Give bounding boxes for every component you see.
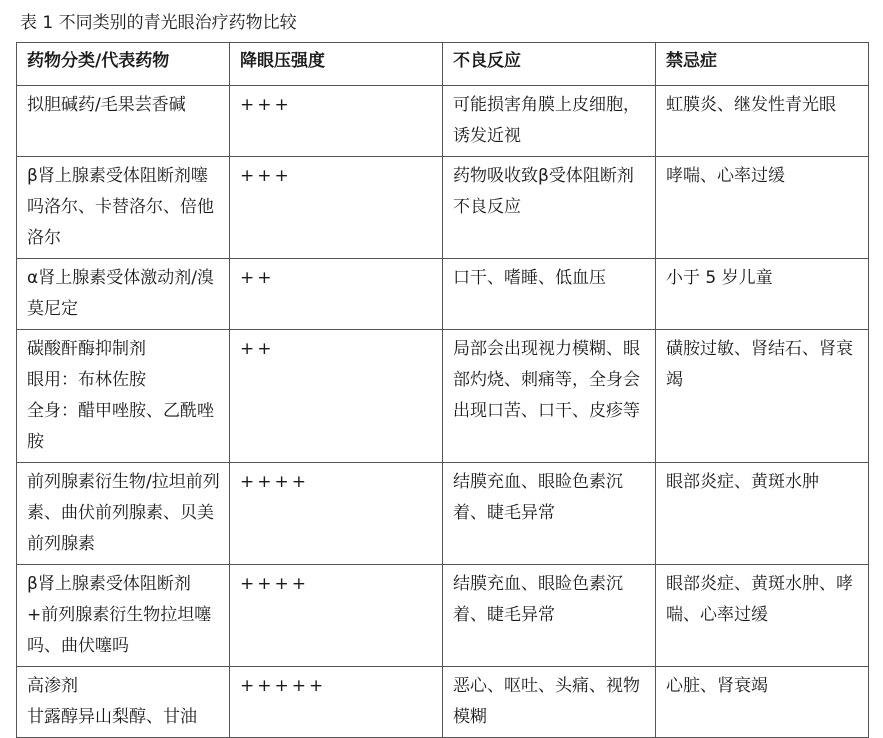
strength-value: +++ <box>240 166 292 186</box>
adverse-text: 可能损害角膜上皮细胞，诱发近视 <box>453 95 640 146</box>
drug-line: 眼用：布林佐胺 <box>27 370 146 390</box>
cell-drug <box>17 259 230 330</box>
header-drug-class: 药物分类/代表药物 <box>17 43 230 86</box>
cell-drug <box>17 667 230 738</box>
strength-value: ++++ <box>240 574 309 594</box>
cell-drug <box>17 86 230 157</box>
drug-line: 前列腺素衍生物/拉坦前列素、曲伏前列腺素、贝美前列腺素 <box>27 472 220 554</box>
cell-contra <box>656 330 869 463</box>
drug-line: 甘露醇异山梨醇、甘油 <box>27 707 197 727</box>
cell-drug <box>17 463 230 565</box>
cell-contra <box>656 86 869 157</box>
drug-line: 高渗剂 <box>27 676 78 696</box>
cell-strength <box>230 86 443 157</box>
cell-drug <box>17 157 230 259</box>
strength-value: ++ <box>240 268 275 288</box>
strength-value: +++++ <box>240 676 327 696</box>
cell-strength <box>230 259 443 330</box>
cell-strength <box>230 565 443 667</box>
table-header-row <box>17 43 869 86</box>
contra-text: 磺胺过敏、肾结石、肾衰竭 <box>666 339 853 390</box>
cell-contra <box>656 667 869 738</box>
cell-adverse <box>443 157 656 259</box>
contra-text: 眼部炎症、黄斑水肿 <box>666 472 819 492</box>
adverse-text: 药物吸收致β受体阻断剂不良反应 <box>453 166 634 217</box>
cell-contra <box>656 463 869 565</box>
contra-text: 虹膜炎、继发性青光眼 <box>666 95 836 115</box>
cell-adverse <box>443 667 656 738</box>
header-iop-strength: 降眼压强度 <box>230 43 443 86</box>
glaucoma-drug-comparison-table <box>16 42 869 738</box>
adverse-text: 局部会出现视力模糊、眼部灼烧、刺痛等，全身会出现口苦、口干、皮疹等 <box>453 339 640 421</box>
table-row <box>17 565 869 667</box>
cell-adverse <box>443 463 656 565</box>
drug-line: 全身：醋甲唑胺、乙酰唑胺 <box>27 401 214 452</box>
table-row <box>17 86 869 157</box>
drug-line: β肾上腺素受体阻断剂+前列腺素衍生物拉坦噻吗、曲伏噻吗 <box>27 574 212 656</box>
contra-text: 哮喘、心率过缓 <box>666 166 785 186</box>
table-caption: 表 1 不同类别的青光眼治疗药物比较 <box>20 13 297 33</box>
cell-strength <box>230 667 443 738</box>
cell-adverse <box>443 565 656 667</box>
cell-adverse <box>443 259 656 330</box>
table-row <box>17 667 869 738</box>
table-row <box>17 157 869 259</box>
drug-line: 碳酸酐酶抑制剂 <box>27 339 146 359</box>
adverse-text: 结膜充血、眼睑色素沉着、睫毛异常 <box>453 472 623 523</box>
cell-drug <box>17 330 230 463</box>
drug-line: α肾上腺素受体激动剂/溴莫尼定 <box>27 268 214 319</box>
drug-line: 拟胆碱药/毛果芸香碱 <box>27 95 186 115</box>
table-row <box>17 463 869 565</box>
cell-contra <box>656 157 869 259</box>
drug-line: β肾上腺素受体阻断剂噻吗洛尔、卡替洛尔、倍他洛尔 <box>27 166 214 248</box>
cell-strength <box>230 463 443 565</box>
cell-contra <box>656 259 869 330</box>
cell-strength <box>230 330 443 463</box>
table-row <box>17 330 869 463</box>
cell-drug <box>17 565 230 667</box>
adverse-text: 口干、嗜睡、低血压 <box>453 268 606 288</box>
strength-value: ++ <box>240 339 275 359</box>
strength-value: +++ <box>240 95 292 115</box>
cell-contra <box>656 565 869 667</box>
cell-strength <box>230 157 443 259</box>
contra-text: 心脏、肾衰竭 <box>666 676 768 696</box>
cell-adverse <box>443 86 656 157</box>
adverse-text: 结膜充血、眼睑色素沉着、睫毛异常 <box>453 574 623 625</box>
strength-value: ++++ <box>240 472 309 492</box>
contra-text: 眼部炎症、黄斑水肿、哮喘、心率过缓 <box>666 574 853 625</box>
header-contraindications: 禁忌症 <box>656 43 869 86</box>
cell-adverse <box>443 330 656 463</box>
table-row <box>17 259 869 330</box>
header-adverse-effects: 不良反应 <box>443 43 656 86</box>
adverse-text: 恶心、呕吐、头痛、视物模糊 <box>453 676 640 727</box>
contra-text: 小于 5 岁儿童 <box>666 268 773 288</box>
